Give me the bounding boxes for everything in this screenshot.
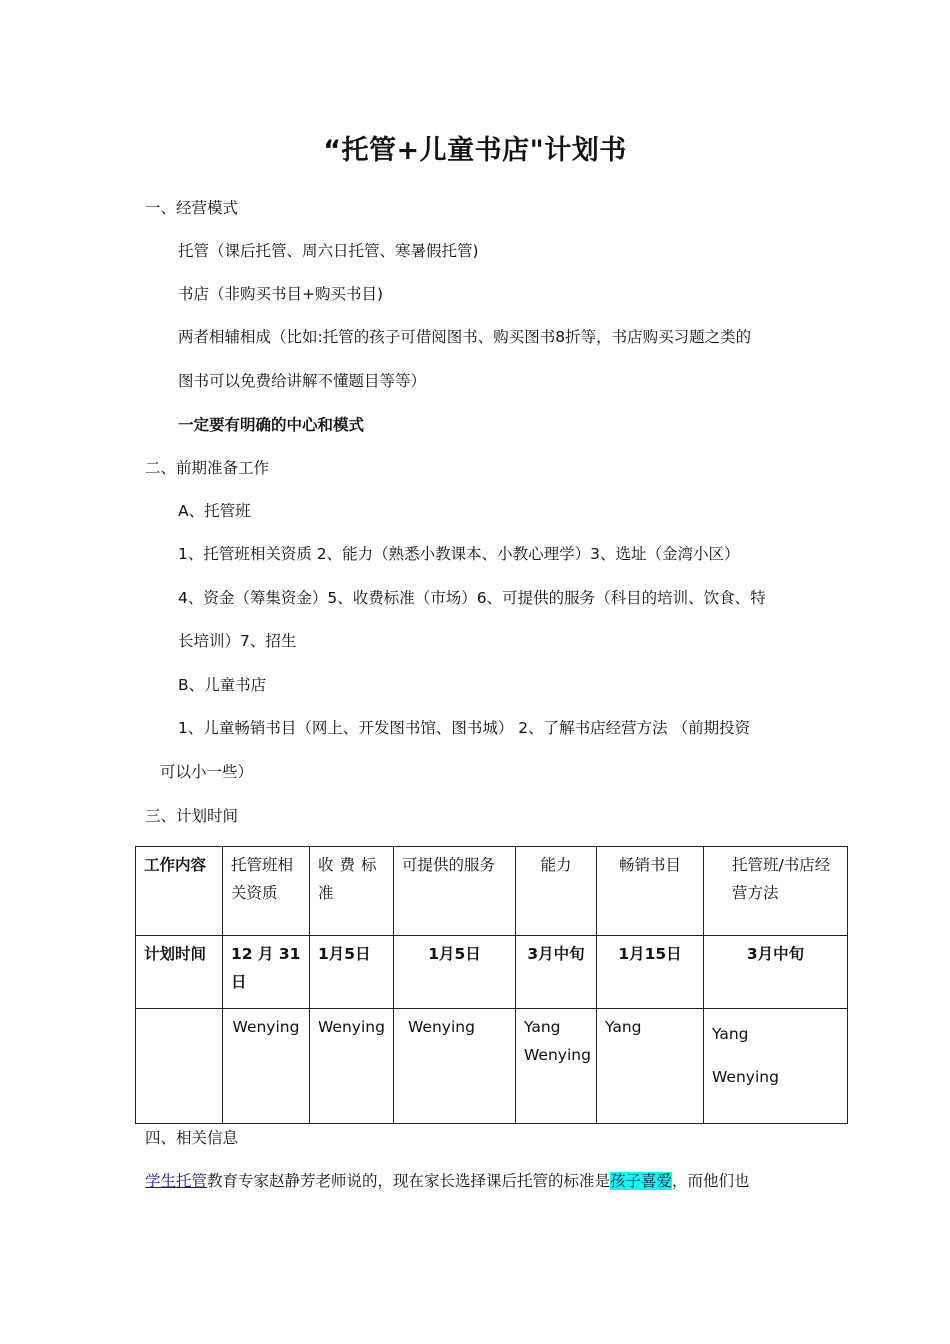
table-header-cell: 托管班/书店经营方法 (704, 847, 848, 936)
section-2-b-line-2: 可以小一些） (160, 763, 254, 781)
section-1-line-3: 两者相辅相成（比如:托管的孩子可借阅图书、购买图书8折等，书店购买习题之类的 (178, 328, 752, 346)
table-header-cell: 可提供的服务 (394, 847, 516, 936)
table-cell-owner: Yang Wenying (704, 1009, 848, 1124)
table-cell-owner: Yang Wenying (516, 1009, 597, 1124)
table-header-cell: 工作内容 (136, 847, 223, 936)
section-4-paragraph (145, 1170, 750, 1192)
highlighted-text: 孩子喜爱 (610, 1172, 673, 1190)
section-2-a-title: A、托管班 (178, 502, 251, 520)
table-row-label: 计划时间 (136, 936, 223, 1009)
section-2-a-line-1: 1、托管班相关资质 2、能力（熟悉小教课本、小教心理学）3、选址（金湾小区） (178, 545, 740, 563)
table-row-owners (136, 1009, 848, 1124)
student-care-link[interactable]: 学生托管 (145, 1172, 208, 1190)
table-cell-owner: Wenying (223, 1009, 310, 1124)
section-1-heading: 一、经营模式 (145, 199, 239, 217)
section-1-emphasis: 一定要有明确的中心和模式 (178, 416, 365, 434)
document-title: “托管+儿童书店"计划书 (323, 135, 627, 166)
table-cell-date: 12 月 31 日 (223, 936, 310, 1009)
table-cell-date: 1月5日 (310, 936, 394, 1009)
section-2-a-line-2: 4、资金（筹集资金）5、收费标准（市场）6、可提供的服务（科目的培训、饮食、特 (178, 589, 766, 607)
section-1-line-4: 图书可以免费给讲解不懂题目等等） (178, 372, 427, 390)
section-2-b-line-1: 1、儿童畅销书目（网上、开发图书馆、图书城） 2、了解书店经营方法 （前期投资 (178, 719, 751, 737)
section-2-b-title: B、儿童书店 (178, 676, 267, 694)
section-4-heading: 四、相关信息 (145, 1129, 239, 1147)
table-cell-empty (136, 1009, 223, 1124)
section-1-line-2: 书店（非购买书目+购买书目) (178, 285, 384, 303)
table-cell-date: 3月中旬 (704, 936, 848, 1009)
table-header-cell: 托管班相关资质 (223, 847, 310, 936)
section-3-heading: 三、计划时间 (145, 807, 239, 825)
table-cell-owner: Yang (597, 1009, 704, 1124)
paragraph-text: 教育专家赵静芳老师说的，现在家长选择课后托管的标准是 (207, 1172, 611, 1190)
plan-schedule-table (135, 846, 848, 1124)
table-header-cell: 收费标准 (310, 847, 394, 936)
paragraph-text-end: ，而他们也 (672, 1172, 750, 1190)
table-header-cell: 畅销书目 (597, 847, 704, 936)
table-cell-owner: Wenying (310, 1009, 394, 1124)
table-header-row (136, 847, 848, 936)
section-2-heading: 二、前期准备工作 (145, 459, 270, 477)
table-cell-owner: Wenying (394, 1009, 516, 1124)
section-2-a-line-3: 长培训）7、招生 (178, 632, 297, 650)
section-1-line-1: 托管（课后托管、周六日托管、寒暑假托管) (178, 242, 479, 260)
table-cell-date: 1月5日 (394, 936, 516, 1009)
table-cell-date: 3月中旬 (516, 936, 597, 1009)
table-header-cell: 能力 (516, 847, 597, 936)
table-row-dates (136, 936, 848, 1009)
table-cell-date: 1月15日 (597, 936, 704, 1009)
